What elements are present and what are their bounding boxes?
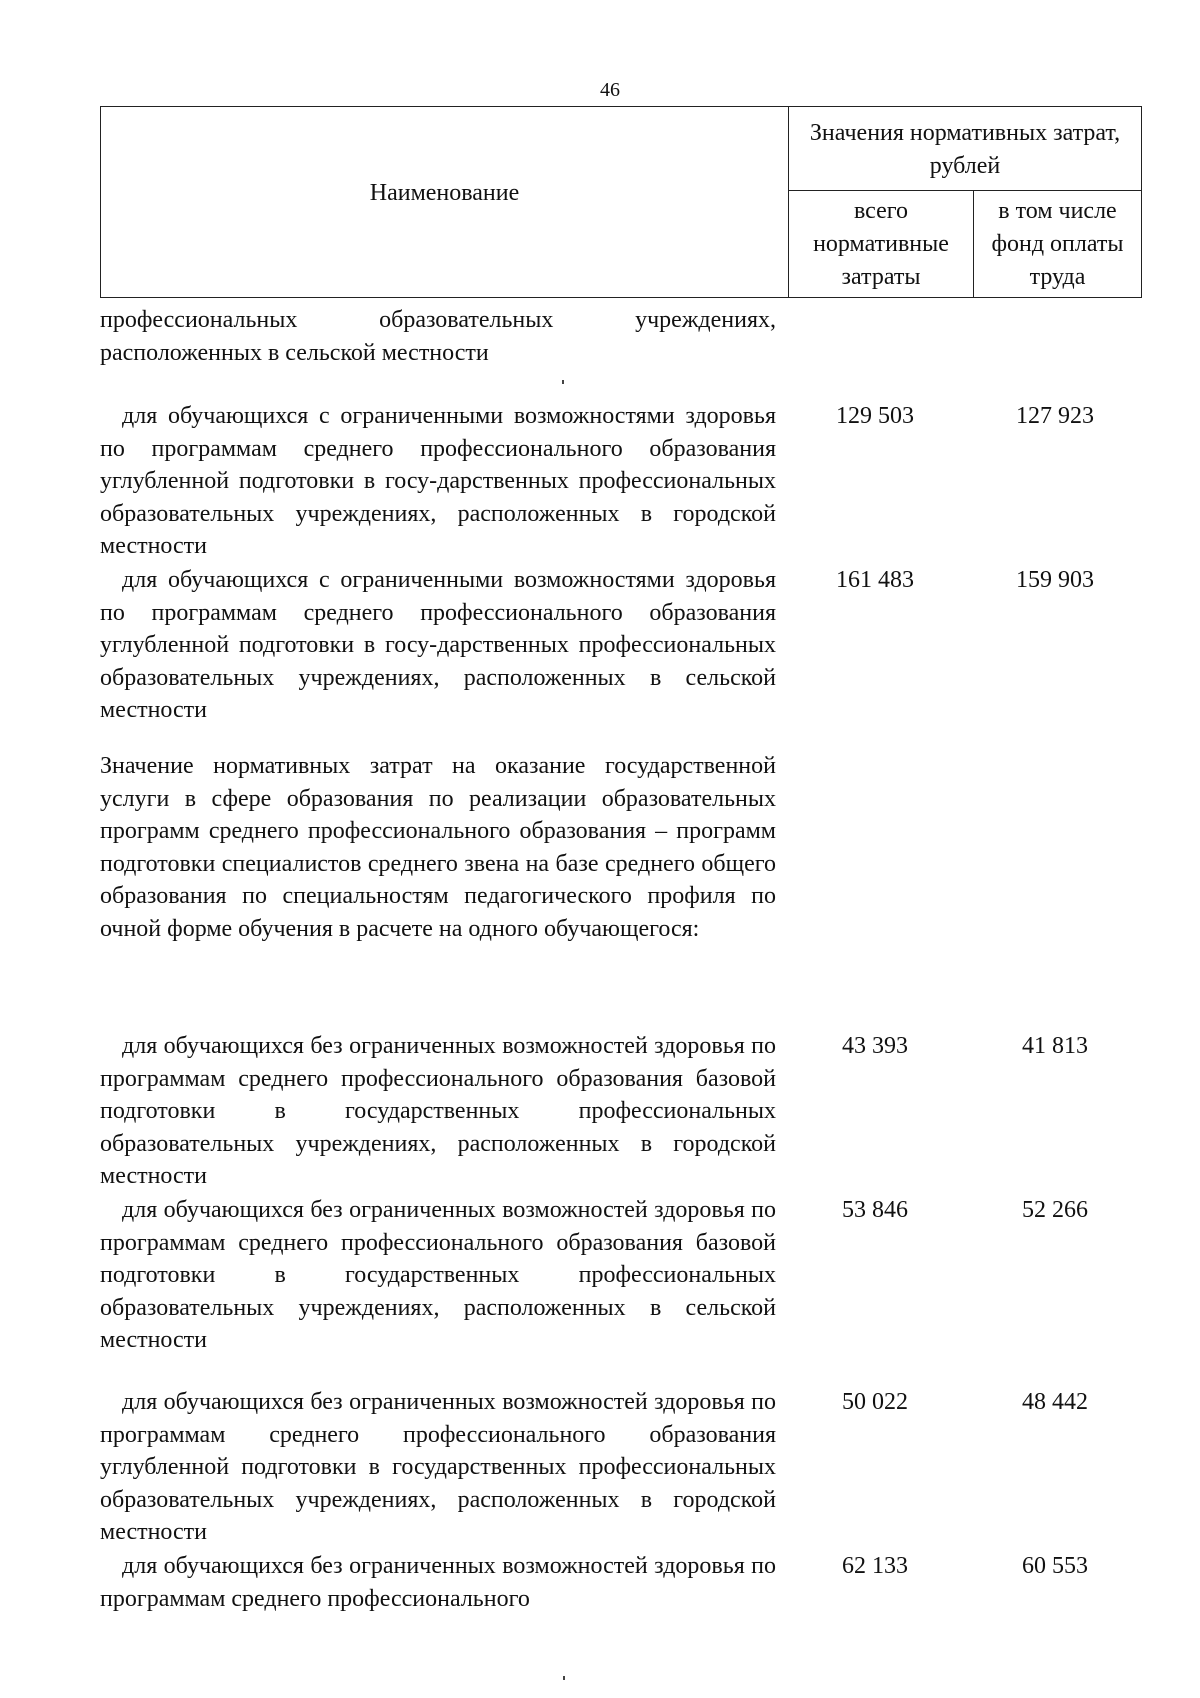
table-row-total: 161 483	[836, 567, 914, 593]
header-name-column: Наименование	[101, 107, 789, 297]
table-row-wage: 127 923	[1016, 403, 1094, 429]
table-row-wage: 48 442	[1022, 1389, 1088, 1415]
table-row-wage: 159 903	[1016, 567, 1094, 593]
table-row-wage: 41 813	[1022, 1033, 1088, 1059]
table-row-total: 53 846	[842, 1197, 908, 1223]
section-heading: Значение нормативных затрат на оказание государственной услуги в сфере образования по реализации образовательных программ среднего профессионального образования – программ подготовки специалистов среднего звена на базе среднего общего образования по специальностям педагогического профиля по очной форме обучения в расчете на одного обучающегося:	[100, 753, 776, 942]
table-row-total: 129 503	[836, 403, 914, 429]
table-row-text: для обучающихся с ограниченными возможностями здоровья по программам среднего профессионального образования углубленной подготовки в госу-дарственных профессиональных образовательных учреждениях, расположенных в городской местности	[100, 403, 776, 560]
table-row-text: для обучающихся без ограниченных возможностей здоровья по программам среднего профессионального образования углубленной подготовки в государственных профессиональных образовательных учреждениях, расположенных в городской местности	[100, 1389, 776, 1546]
table-row-total: 43 393	[842, 1033, 908, 1059]
table-row-wage: 52 266	[1022, 1197, 1088, 1223]
table-row-text: для обучающихся без ограниченных возможностей здоровья по программам среднего профессионального	[100, 1553, 776, 1612]
table-row-text: для обучающихся с ограниченными возможностями здоровья по программам среднего профессионального образования углубленной подготовки в госу-дарственных профессиональных образовательных учреждениях, расположенных в сельской местности	[100, 567, 776, 724]
table-row-text: для обучающихся без ограниченных возможностей здоровья по программам среднего профессионального образования базовой подготовки в государственных профессиональных образовательных учреждениях, расположенных в городской местности	[100, 1033, 776, 1190]
table-row-wage: 60 553	[1022, 1553, 1088, 1579]
scan-speck	[563, 1676, 565, 1680]
header-total-column: всего нормативные затраты	[789, 191, 974, 297]
continuation-text: профессиональных образовательных учреждениях, расположенных в сельской местности	[100, 307, 776, 366]
header-wage-column: в том числе фонд оплаты труда	[991, 198, 1124, 290]
table-row-total: 62 133	[842, 1553, 908, 1579]
table-header	[100, 106, 1142, 298]
table-row-total: 50 022	[842, 1389, 908, 1415]
page-number: 46	[600, 79, 620, 101]
header-values-column: Значения нормативных затрат, рублей	[789, 107, 1141, 191]
scan-speck	[562, 380, 564, 384]
table-row-text: для обучающихся без ограниченных возможностей здоровья по программам среднего профессионального образования базовой подготовки в государственных профессиональных образовательных учреждениях, расположенных в сельской местности	[100, 1197, 776, 1354]
